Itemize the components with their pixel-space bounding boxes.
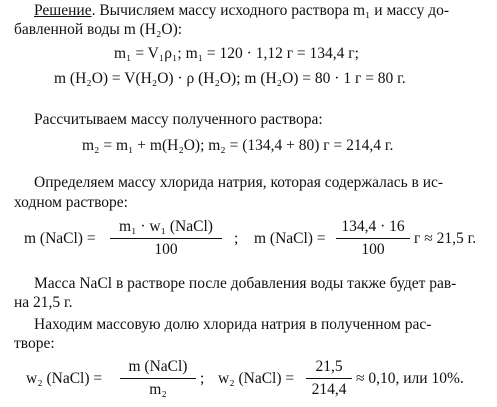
eq4-fraction-bar1	[110, 238, 222, 239]
solution-label: Решение	[34, 2, 92, 19]
eq5-fraction-bar1	[120, 378, 196, 379]
paragraph-mass-fraction-line2: творе:	[14, 335, 55, 352]
eq4-result: г ≈ 21,5 г.	[414, 230, 477, 247]
eq4-denominator1: 100	[154, 241, 178, 258]
eq4-numerator1: m₁ · w₁ (NaCl)	[119, 218, 213, 235]
eq5-denominator2: 214,4	[311, 381, 347, 398]
eq5-separator: ;	[200, 370, 205, 387]
paragraph-solution-line2: бавленной воды m (H₂O):	[14, 21, 183, 38]
paragraph-nacl-mass-line2: ходном растворе:	[14, 194, 128, 211]
solution-text: . Вычисляем массу исходного раствора m₁ и массу до-	[91, 2, 450, 19]
eq4-lhs2: m (NaCl) =	[254, 230, 326, 247]
paragraph-nacl-mass-line1: Определяем массу хлорида натрия, которая содержалась в ис-	[34, 174, 444, 191]
paragraph-mass-fraction-line1: Находим массовую долю хлорида натрия в полученном рас-	[34, 316, 432, 333]
eq4-separator: ;	[234, 230, 239, 247]
eq5-numerator2: 21,5	[315, 358, 343, 375]
equation-mass-initial: m₁ = V₁ρ₁; m₁ = 120 · 1,12 г = 134,4 г;	[114, 45, 359, 62]
equation-mass-water: m (H₂O) = V(H₂O) · ρ (H₂O); m (H₂O) = 80 · 1 г = 80 г.	[54, 70, 406, 87]
paragraph-nacl-same-line2: на 21,5 г.	[14, 294, 73, 311]
eq4-numerator2: 134,4 · 16	[341, 218, 405, 235]
paragraph-solution-line1	[34, 2, 449, 20]
equation-mass-final: m₂ = m₁ + m(H₂O); m₂ = (134,4 + 80) г = 214,4 г.	[82, 137, 394, 154]
paragraph-calc-mass: Рассчитываем массу полученного раствора:	[34, 111, 323, 128]
eq5-denominator1: m₂	[149, 381, 167, 398]
eq5-fraction-bar2	[306, 378, 352, 379]
eq4-denominator2: 100	[361, 241, 385, 258]
eq4-fraction-bar2	[336, 238, 410, 239]
eq5-result: ≈ 0,10, или 10%.	[356, 370, 464, 387]
eq5-lhs2: w₂ (NaCl) =	[218, 370, 295, 387]
eq5-numerator1: m (NaCl)	[128, 358, 188, 375]
eq5-lhs1: w₂ (NaCl) =	[26, 370, 103, 387]
eq4-lhs1: m (NaCl) =	[24, 230, 96, 247]
paragraph-nacl-same-line1: Масса NaCl в растворе после добавления воды также будет рав-	[34, 275, 457, 292]
